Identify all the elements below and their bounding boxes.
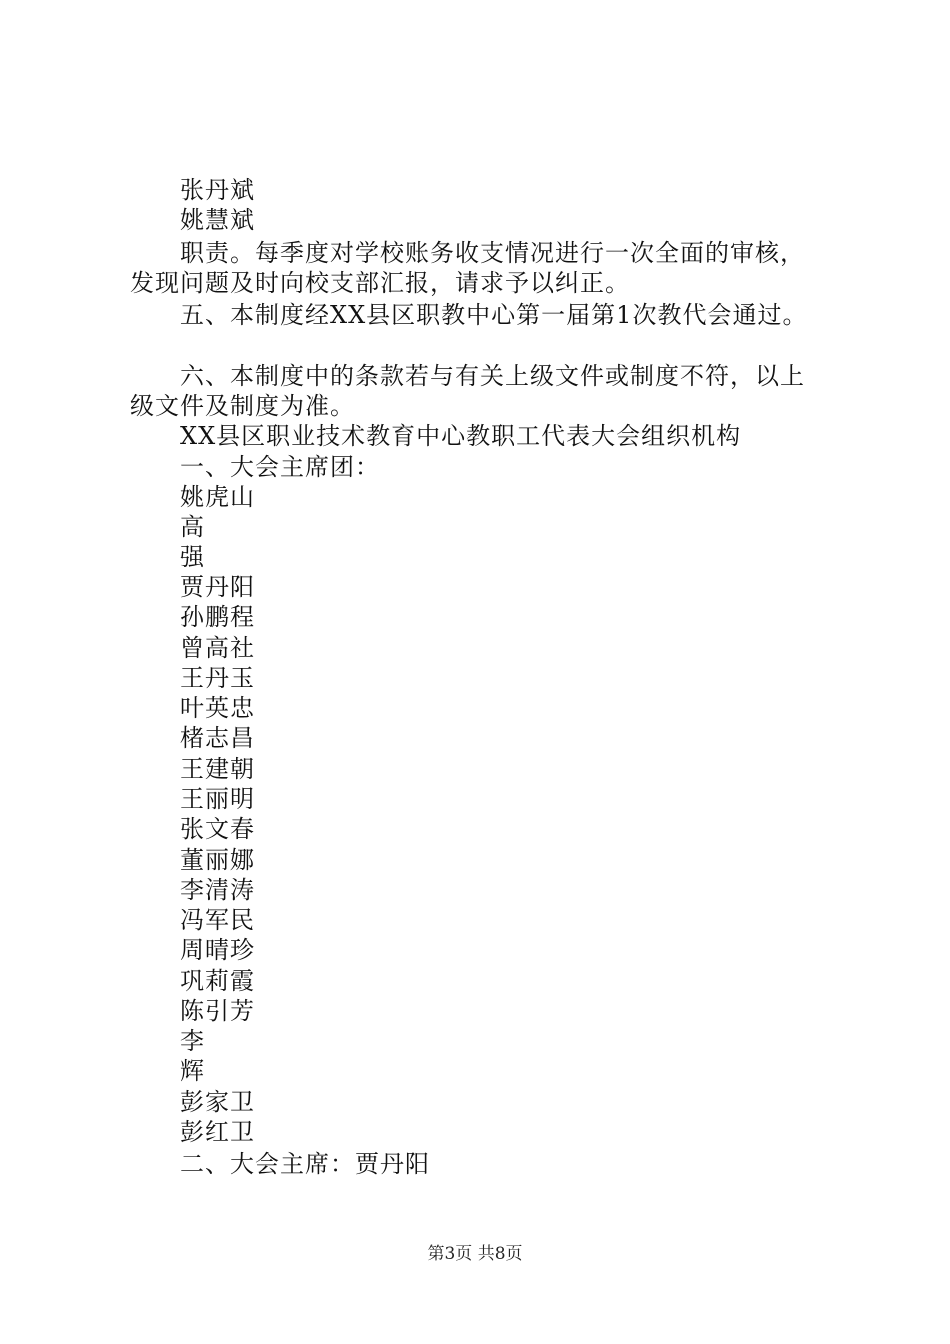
member-name: 彭红卫 [180,1118,255,1146]
member-name: 高 [180,513,205,541]
member-name: 强 [180,543,205,571]
member-name: 董丽娜 [180,846,255,874]
name-line: 张丹斌 [180,176,255,204]
paragraph-line: 六、本制度中的条款若与有关上级文件或制度不符，以上 [180,362,805,390]
member-name: 楮志昌 [180,724,255,752]
section-title: XX县区职业技术教育中心教职工代表大会组织机构 [180,422,742,450]
member-name: 冯军民 [180,906,255,934]
member-name: 王建朝 [180,755,255,783]
member-name: 贾丹阳 [180,573,255,601]
section-heading: 一、大会主席团： [180,453,380,481]
paragraph-line: 发现问题及时向校支部汇报，请求予以纠正。 [130,269,630,297]
member-name: 姚虎山 [180,483,255,511]
member-name: 张文春 [180,815,255,843]
page-footer: 第3页 共8页 [427,1244,523,1264]
member-name: 巩莉霞 [180,967,255,995]
name-line: 姚慧斌 [180,206,255,234]
member-name: 彭家卫 [180,1088,255,1116]
paragraph-line: 级文件及制度为准。 [130,392,355,420]
member-name: 李清涛 [180,876,255,904]
member-name: 王丹玉 [180,664,255,692]
member-name: 曾高社 [180,634,255,662]
clause-five: 五、本制度经XX县区职教中心第一届第1次教代会通过。 [180,301,808,329]
member-name: 辉 [180,1057,205,1085]
section-heading: 二、大会主席：贾丹阳 [180,1150,430,1178]
member-name: 李 [180,1027,205,1055]
member-name: 孙鹏程 [180,603,255,631]
paragraph-line: 职责。每季度对学校账务收支情况进行一次全面的审核， [180,239,805,267]
member-name: 陈引芳 [180,997,255,1025]
member-name: 王丽明 [180,785,255,813]
member-name: 周晴珍 [180,936,255,964]
member-name: 叶英忠 [180,694,255,722]
